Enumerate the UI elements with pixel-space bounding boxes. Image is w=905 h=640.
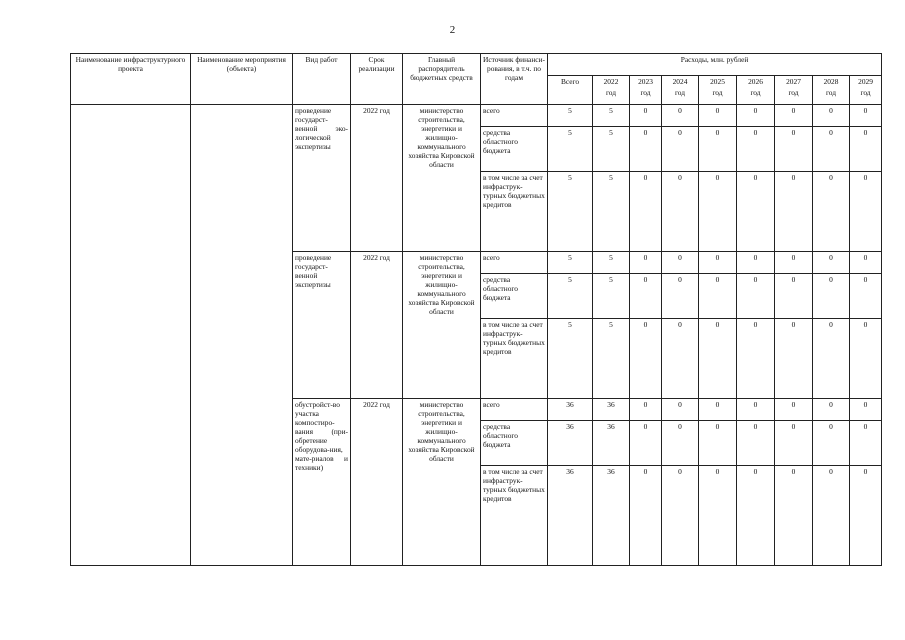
header-year-2023: 2023 год [630, 76, 662, 105]
header-year-2029: 2029 год [850, 76, 882, 105]
header-event-name: Наименование мероприятия (объекта) [191, 54, 293, 105]
total-cell: 5 [548, 127, 593, 172]
year-value-cell: 0 [737, 105, 775, 127]
year-value-cell: 0 [630, 319, 662, 399]
year-value-cell: 5 [593, 105, 630, 127]
header-work-type: Вид работ [293, 54, 351, 105]
year-value-cell: 0 [813, 466, 850, 566]
funding-source-cell: всего [481, 252, 548, 274]
year-value-cell: 0 [775, 105, 813, 127]
year-value-cell: 0 [737, 421, 775, 466]
year-value-cell: 36 [593, 399, 630, 421]
year-value-cell: 0 [737, 127, 775, 172]
header-year-2026: 2026 год [737, 76, 775, 105]
project-name-cell [71, 105, 191, 566]
year-value-cell: 0 [813, 252, 850, 274]
year-value-cell: 0 [630, 172, 662, 252]
year-value-cell: 0 [662, 172, 699, 252]
header-year-2024: 2024 год [662, 76, 699, 105]
year-value-cell: 0 [699, 466, 737, 566]
year-value-cell: 0 [813, 421, 850, 466]
funding-source-cell: в том числе за счет инфраструк-турных бюджетных кредитов [481, 172, 548, 252]
funding-source-cell: средства областного бюджета [481, 421, 548, 466]
total-cell: 5 [548, 274, 593, 319]
total-cell: 5 [548, 319, 593, 399]
table-body [71, 105, 882, 566]
year-value-cell: 0 [850, 252, 882, 274]
year-value-cell: 0 [699, 399, 737, 421]
manager-cell: министерство строительства, энергетики и жилищно-коммунального хозяйства Кировской области [403, 399, 481, 566]
manager-cell: министерство строительства, энергетики и жилищно-коммунального хозяйства Кировской области [403, 252, 481, 399]
year-value-cell: 0 [630, 466, 662, 566]
table-row [71, 105, 882, 127]
total-cell: 5 [548, 105, 593, 127]
year-value-cell: 5 [593, 252, 630, 274]
year-value-cell: 0 [662, 252, 699, 274]
year-value-cell: 0 [813, 399, 850, 421]
header-term: Срок реализации [351, 54, 403, 105]
year-value-cell: 0 [775, 421, 813, 466]
year-value-cell: 0 [737, 399, 775, 421]
header-funding-source: Источник финанси-рования, в т.ч. по годам [481, 54, 548, 105]
total-cell: 5 [548, 172, 593, 252]
year-value-cell: 0 [662, 319, 699, 399]
year-value-cell: 0 [850, 127, 882, 172]
year-value-cell: 0 [737, 274, 775, 319]
year-value-cell: 5 [593, 319, 630, 399]
total-cell: 5 [548, 252, 593, 274]
event-name-cell [191, 105, 293, 566]
year-value-cell: 0 [662, 466, 699, 566]
year-value-cell: 0 [662, 421, 699, 466]
year-value-cell: 0 [775, 399, 813, 421]
term-cell: 2022 год [351, 105, 403, 252]
work-type-cell: обустройст-во участка компостиро-вания (при-обретение оборудова-ния, мате-риалов и техники) [293, 399, 351, 566]
header-total: Всего [548, 76, 593, 105]
year-value-cell: 36 [593, 466, 630, 566]
year-value-cell: 0 [662, 399, 699, 421]
year-value-cell: 0 [699, 421, 737, 466]
year-value-cell: 0 [775, 127, 813, 172]
year-value-cell: 0 [775, 319, 813, 399]
year-value-cell: 0 [662, 274, 699, 319]
financing-table [70, 53, 882, 566]
year-value-cell: 0 [813, 105, 850, 127]
year-value-cell: 0 [630, 274, 662, 319]
year-value-cell: 0 [699, 127, 737, 172]
year-value-cell: 0 [775, 252, 813, 274]
header-year-2022: 2022 год [593, 76, 630, 105]
total-cell: 36 [548, 466, 593, 566]
year-value-cell: 0 [813, 127, 850, 172]
year-value-cell: 0 [699, 274, 737, 319]
year-value-cell: 5 [593, 127, 630, 172]
year-value-cell: 36 [593, 421, 630, 466]
year-value-cell: 0 [630, 421, 662, 466]
year-value-cell: 0 [737, 252, 775, 274]
year-value-cell: 0 [630, 105, 662, 127]
year-value-cell: 0 [630, 127, 662, 172]
header-expenses: Расходы, млн. рублей [548, 54, 882, 76]
header-main-manager: Главный распорядитель бюджетных средств [403, 54, 481, 105]
year-value-cell: 0 [850, 105, 882, 127]
year-value-cell: 0 [813, 319, 850, 399]
funding-source-cell: средства областного бюджета [481, 274, 548, 319]
year-value-cell: 0 [699, 172, 737, 252]
work-type-cell: проведение государст-венной эко-логической экспертизы [293, 105, 351, 252]
year-value-cell: 5 [593, 172, 630, 252]
year-value-cell: 0 [630, 399, 662, 421]
year-value-cell: 0 [699, 319, 737, 399]
total-cell: 36 [548, 421, 593, 466]
year-value-cell: 0 [737, 172, 775, 252]
header-year-2025: 2025 год [699, 76, 737, 105]
header-row-1 [71, 54, 882, 76]
year-value-cell: 0 [850, 172, 882, 252]
term-cell: 2022 год [351, 399, 403, 566]
year-value-cell: 0 [813, 172, 850, 252]
year-value-cell: 0 [775, 466, 813, 566]
funding-source-cell: всего [481, 105, 548, 127]
manager-cell: министерство строительства, энергетики и жилищно-коммунального хозяйства Кировской области [403, 105, 481, 252]
year-value-cell: 0 [813, 274, 850, 319]
year-value-cell: 0 [850, 274, 882, 319]
year-value-cell: 0 [699, 252, 737, 274]
year-value-cell: 0 [699, 105, 737, 127]
work-type-cell: проведение государст-венной экспертизы [293, 252, 351, 399]
header-year-2028: 2028 год [813, 76, 850, 105]
year-value-cell: 0 [662, 127, 699, 172]
page-number: 2 [449, 24, 456, 36]
year-value-cell: 0 [662, 105, 699, 127]
year-value-cell: 0 [850, 421, 882, 466]
term-cell: 2022 год [351, 252, 403, 399]
header-project-name: Наименование инфраструктурного проекта [71, 54, 191, 105]
year-value-cell: 5 [593, 274, 630, 319]
header-year-2027: 2027 год [775, 76, 813, 105]
year-value-cell: 0 [850, 319, 882, 399]
funding-source-cell: средства областного бюджета [481, 127, 548, 172]
year-value-cell: 0 [850, 466, 882, 566]
year-value-cell: 0 [850, 399, 882, 421]
funding-source-cell: всего [481, 399, 548, 421]
year-value-cell: 0 [775, 274, 813, 319]
year-value-cell: 0 [737, 466, 775, 566]
year-value-cell: 0 [775, 172, 813, 252]
year-value-cell: 0 [630, 252, 662, 274]
funding-source-cell: в том числе за счет инфраструк-турных бюджетных кредитов [481, 466, 548, 566]
funding-source-cell: в том числе за счет инфраструк-турных бюджетных кредитов [481, 319, 548, 399]
total-cell: 36 [548, 399, 593, 421]
year-value-cell: 0 [737, 319, 775, 399]
